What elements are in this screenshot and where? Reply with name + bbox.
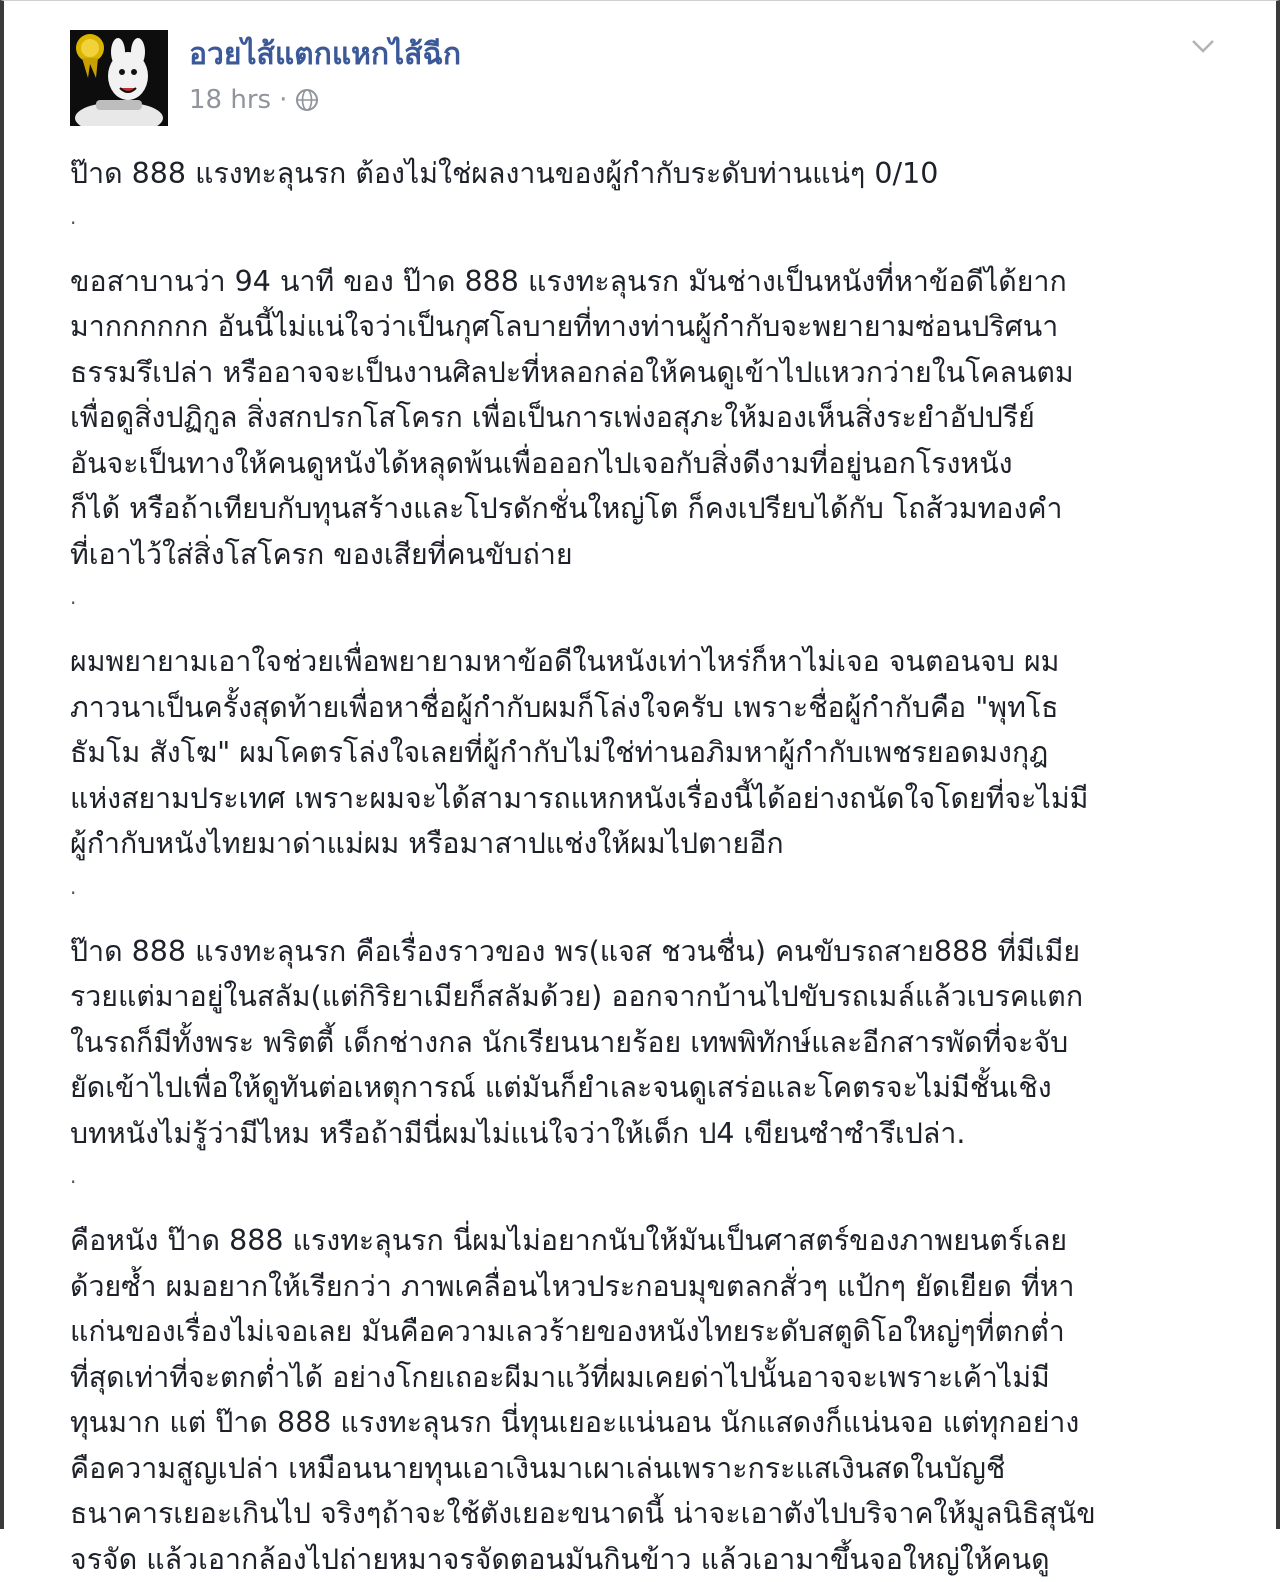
paragraph-line: ยัดเข้าไปเพื่อให้ดูทันต่อเหตุการณ์ แต่มันก็ยำเละจนดูเสร่อและโคตรจะไม่มีชั้นเชิง [70,1065,1230,1111]
globe-icon[interactable] [295,88,319,112]
paragraph-line: อันจะเป็นทางให้คนดูหนังได้หลุดพ้นเพื่อออกไปเจอกับสิ่งดีงามที่อยู่นอกโรงหนัง [70,441,1230,487]
paragraph-line: ภาวนาเป็นครั้งสุดท้ายเพื่อหาชื่อผู้กำกับผมก็โล่งใจครับ เพราะชื่อผู้กำกับคือ "พุทโธ [70,685,1230,731]
paragraph-line: ขอสาบานว่า 94 นาที ของ ป๊าด 888 แรงทะลุนรก มันช่างเป็นหนังที่หาข้อดีได้ยาก [70,259,1230,305]
paragraph-line: คือหนัง ป๊าด 888 แรงทะลุนรก นี่ผมไม่อยากนับให้มันเป็นศาสตร์ของภาพยนตร์เลย [70,1218,1230,1264]
paragraph-line: ก็ได้ หรือถ้าเทียบกับทุนสร้างและโปรดักชั่นใหญ่โต ก็คงเปรียบได้กับ โถส้วมทองคำ [70,486,1230,532]
paragraph-line: เพื่อดูสิ่งปฏิกูล สิ่งสกปรกโสโครก เพื่อเป็นการเพ่งอสุภะให้มองเห็นสิ่งระยำอัปปรีย์ [70,395,1230,441]
paragraph-line: ป๊าด 888 แรงทะลุนรก คือเรื่องราวของ พร(แจส ชวนชื่น) คนขับรถสาย888 ที่มีเมีย [70,929,1230,975]
paragraph-4 [70,1218,1230,1582]
paragraph-line: ที่สุดเท่าที่จะตกต่ำได้ อย่างโกยเถอะผีมาแว้ที่ผมเคยด่าไปนั้นอาจจะเพราะเค้าไม่มี [70,1355,1230,1401]
paragraph-separator [70,1156,1230,1218]
paragraph-separator [70,197,1230,259]
paragraph-3 [70,929,1230,1157]
paragraph-line: ทุนมาก แต่ ป๊าด 888 แรงทะลุนรก นี่ทุนเยอะแน่นอน นักแสดงก็แน่นจอ แต่ทุกอย่าง [70,1400,1230,1446]
post-timestamp[interactable]: 18 hrs [189,85,271,115]
paragraph-line: ผู้กำกับหนังไทยมาด่าแม่ผม หรือมาสาปแช่งให้ผมไปตายอีก [70,821,1230,867]
meta-separator: · [279,85,287,115]
paragraph-line: แก่นของเรื่องไม่เจอเลย มันคือความเลวร้ายของหนังไทยระดับสตูดิโอใหญ่ๆที่ตกต่ำ [70,1309,1230,1355]
post-meta [189,85,319,115]
avatar-cartoon-image [70,30,168,126]
paragraph-line: มากกกกกก อันนี้ไม่แน่ใจว่าเป็นกุศโลบายที่ทางท่านผู้กำกับจะพยายามซ่อนปริศนา [70,304,1230,350]
paragraph-line: ในรถก็มีทั้งพระ พริตตี้ เด็กช่างกล นักเรียนนายร้อย เทพพิทักษ์และอีกสารพัดที่จะจับ [70,1020,1230,1066]
paragraph-line: ธัมโม สังโฆ" ผมโคตรโล่งใจเลยที่ผู้กำกับไม่ใช่ท่านอภิมหาผู้กำกับเพชรยอดมงกุฎ [70,730,1230,776]
paragraph-line: รวยแต่มาอยู่ในสลัม(แต่กิริยาเมียก็สลัมด้วย) ออกจากบ้านไปขับรถเมล์แล้วเบรคแตก [70,974,1230,1020]
separator-dot: . [70,1166,76,1186]
paragraph-2 [70,639,1230,867]
chevron-down-icon[interactable] [1190,37,1216,55]
separator-dot: . [70,877,76,897]
post-title-line: ป๊าด 888 แรงทะลุนรก ต้องไม่ใช่ผลงานของผู้กำกับระดับท่านแน่ๆ 0/10 [70,151,1230,197]
paragraph-line: คือความสูญเปล่า เหมือนนายทุนเอาเงินมาเผาเล่นเพราะกระแสเงินสดในบัญชี [70,1446,1230,1492]
paragraph-line: ที่เอาไว้ใส่สิ่งโสโครก ของเสียที่คนขับถ่าย [70,532,1230,578]
avatar[interactable] [70,30,168,126]
post-body [70,151,1230,1582]
separator-dot: . [70,207,76,227]
paragraph-separator [70,577,1230,639]
paragraph-line: แห่งสยามประเทศ เพราะผมจะได้สามารถแหกหนังเรื่องนี้ได้อย่างถนัดใจโดยที่จะไม่มี [70,776,1230,822]
paragraph-1 [70,259,1230,578]
paragraph-line: บทหนังไม่รู้ว่ามีไหม หรือถ้ามีนี่ผมไม่แน่ใจว่าให้เด็ก ป4 เขียนซำซำรึเปล่า. [70,1111,1230,1157]
separator-dot: . [70,587,76,607]
paragraph-line: ธนาคารเยอะเกินไป จริงๆถ้าจะใช้ตังเยอะขนาดนี้ น่าจะเอาตังไปบริจาคให้มูลนิธิสุนัข [70,1491,1230,1537]
post-author-name[interactable]: อวยไส้แตกแหกไส้ฉีก [189,31,461,78]
paragraph-line: ธรรมรึเปล่า หรืออาจจะเป็นงานศิลปะที่หลอกล่อให้คนดูเข้าไปแหวกว่ายในโคลนตม [70,350,1230,396]
paragraph-line: จรจัด แล้วเอากล้องไปถ่ายหมาจรจัดตอนมันกินข้าว แล้วเอามาขึ้นจอใหญ่ให้คนดู [70,1537,1230,1582]
paragraph-separator [70,867,1230,929]
paragraph-line: ผมพยายามเอาใจช่วยเพื่อพยายามหาข้อดีในหนังเท่าไหร่ก็หาไม่เจอ จนตอนจบ ผม [70,639,1230,685]
paragraph-line: ด้วยซ้ำ ผมอยากให้เรียกว่า ภาพเคลื่อนไหวประกอบมุขตลกสั่วๆ แป้กๆ ยัดเยียด ที่หา [70,1264,1230,1310]
